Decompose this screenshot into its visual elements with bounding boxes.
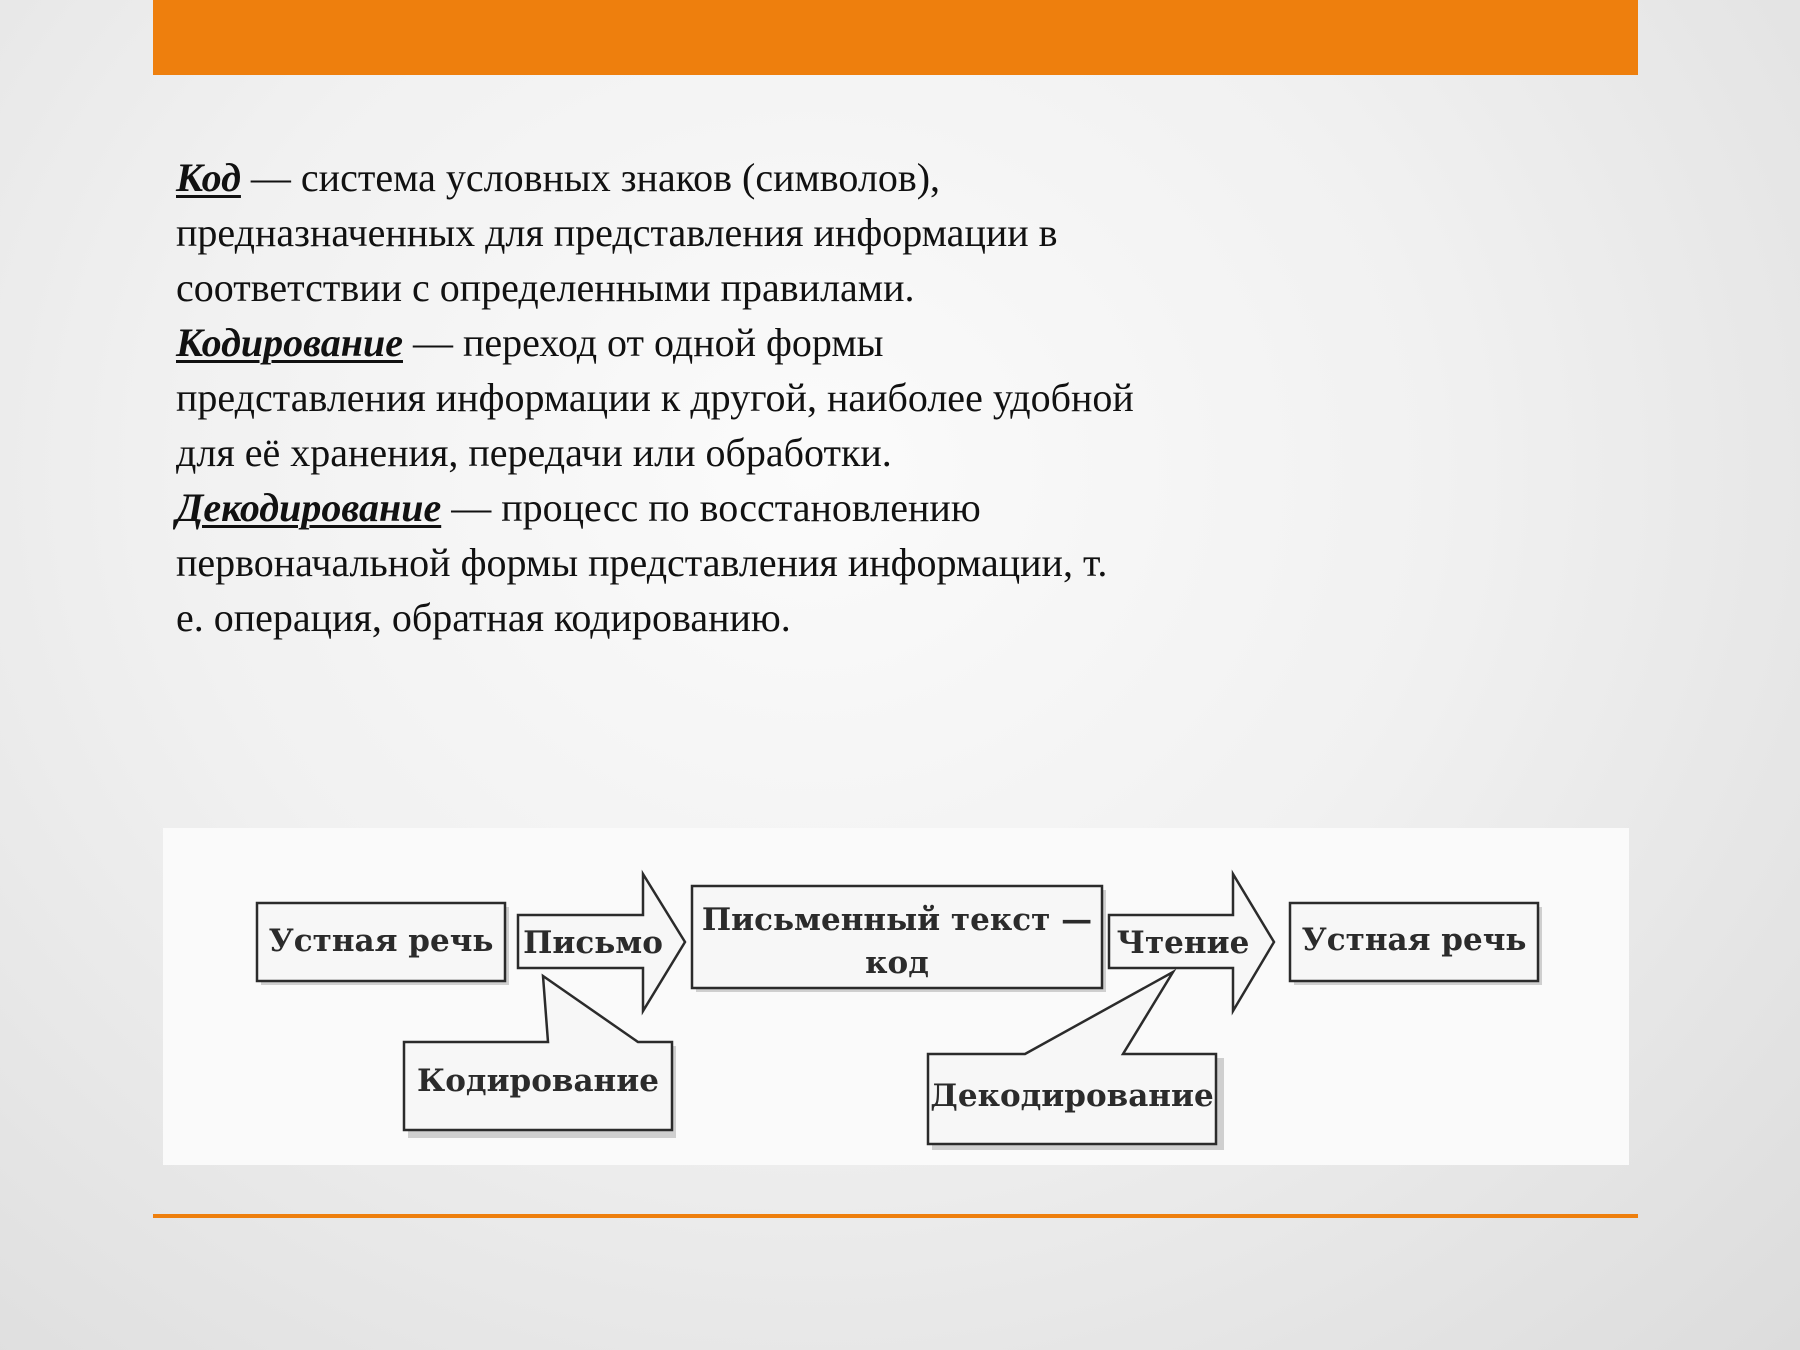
writing-label: Письмо (523, 925, 663, 961)
encoding-label: Кодирование (417, 1063, 659, 1099)
top-accent-bar (153, 0, 1638, 75)
oral-speech-left-label: Устная речь (268, 923, 494, 959)
decoding-callout (928, 972, 1216, 1144)
bottom-accent-line (153, 1214, 1638, 1218)
written-text-label-line2: код (865, 945, 929, 981)
diagram-svg (163, 828, 1629, 1165)
term-code: Код (176, 155, 241, 200)
coding-process-diagram (163, 828, 1629, 1165)
definition-encoding (176, 315, 1136, 480)
definition-decoding (176, 480, 1136, 645)
term-decoding: Декодирование (176, 485, 442, 530)
definition-decoding-text: — процесс по восстановлению первоначальной формы представления информации, т. е. операция, обратная кодированию. (176, 485, 1108, 640)
decoding-label: Декодирование (930, 1078, 1214, 1114)
definitions-block (176, 150, 1136, 645)
encoding-callout (404, 976, 672, 1130)
term-encoding: Кодирование (176, 320, 403, 365)
written-text-label-line1: Письменный текст — (701, 902, 1093, 938)
definition-code (176, 150, 1136, 315)
reading-label: Чтение (1116, 925, 1250, 961)
definition-code-text: — система условных знаков (символов), предназначенных для представления информации в соответствии с определенными правилами. (176, 155, 1058, 310)
definition-encoding-text: — переход от одной формы представления информации к другой, наиболее удобной для её хранения, передачи или обработки. (176, 320, 1134, 475)
oral-speech-right-label: Устная речь (1301, 922, 1527, 958)
